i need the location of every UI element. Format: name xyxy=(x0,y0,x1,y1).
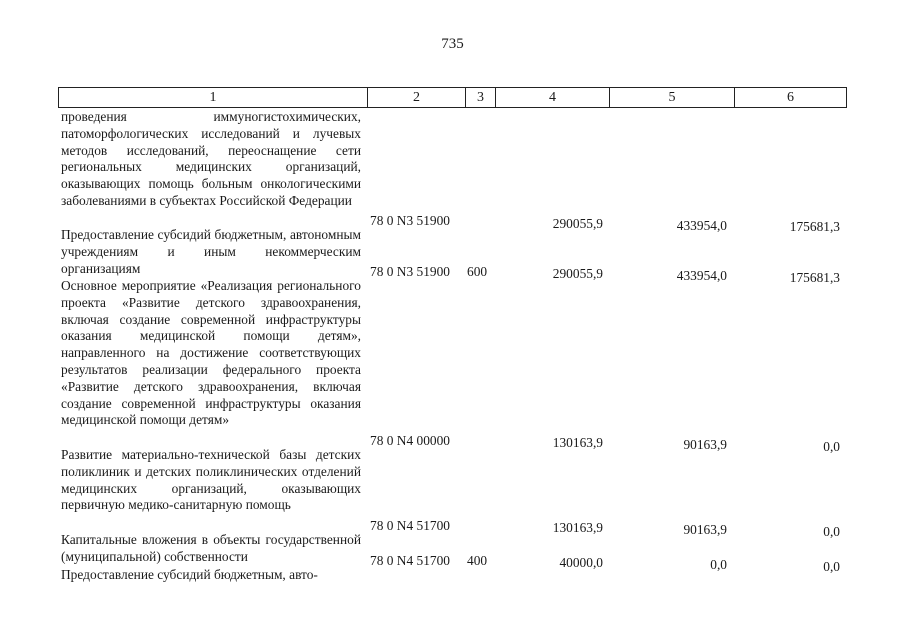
header-col-6: 6 xyxy=(787,90,794,105)
row-5-code: 78 0 N4 51700 xyxy=(370,553,450,568)
row-5-description: Капитальные вложения в объекты государственной (муниципальной) собственности xyxy=(61,532,361,564)
row-6-description: Предоставление субсидий бюджетным, авто- xyxy=(61,567,318,582)
row-2-type: 600 xyxy=(467,264,488,279)
row-2-code: 78 0 N3 51900 xyxy=(370,264,450,279)
row-2-col6: 175681,3 xyxy=(789,270,840,285)
header-col-4: 4 xyxy=(496,88,610,107)
row-5-col6: 0,0 xyxy=(823,559,840,574)
row-1-col6: 175681,3 xyxy=(789,219,840,234)
row-2-description: Предоставление субсидий бюджетным, автономным учреждениям и иным некоммерческим организациям xyxy=(61,227,361,276)
row-3-col5: 90163,9 xyxy=(683,437,727,452)
row-3-col6: 0,0 xyxy=(823,439,840,454)
row-1-col5: 433954,0 xyxy=(676,218,727,233)
row-4-col4: 130163,9 xyxy=(552,520,603,535)
row-3-col4: 130163,9 xyxy=(552,435,603,450)
row-4-code: 78 0 N4 51700 xyxy=(370,518,450,533)
row-3-code: 78 0 N4 00000 xyxy=(370,433,450,448)
row-1-code: 78 0 N3 51900 xyxy=(370,213,450,228)
table-header xyxy=(58,87,847,108)
row-5-col5: 0,0 xyxy=(710,557,727,572)
row-4-description: Развитие материально-технической базы детских поликлиник и детских поликлинических отделений медицинских организаций, оказывающих первичную медико-санитарную помощь xyxy=(61,447,361,513)
row-3-description: Основное мероприятие «Реализация регионального проекта «Развитие детского здравоохранения, включая создание современной инфраструктуры оказания медицинской помощи детям», направленного на достижение соответствующих результатов реализации федерального проекта «Развитие детского здравоохранения, включая создание современной инфраструктуры оказания медицинской помощи детям» xyxy=(61,278,361,428)
row-4-col5: 90163,9 xyxy=(683,522,727,537)
row-1-col4: 290055,9 xyxy=(552,216,603,231)
row-5-col4: 40000,0 xyxy=(559,555,603,570)
header-col-1: 1 xyxy=(59,88,368,107)
page-number: 735 xyxy=(441,36,464,52)
header-col-2: 2 xyxy=(368,88,466,107)
row-2-col5: 433954,0 xyxy=(676,268,727,283)
row-2-col4: 290055,9 xyxy=(552,266,603,281)
row-4-col6: 0,0 xyxy=(823,524,840,539)
header-col-5: 5 xyxy=(610,88,735,107)
header-col-3: 3 xyxy=(466,88,496,107)
row-5-type: 400 xyxy=(467,553,488,568)
row-1-description: проведения иммуногистохимических, патоморфологических исследований и лучевых методов исследований, переоснащение сети региональных медицинских организаций, оказывающих помощь больным онкологическими заболеваниями в субъектах Российской Федерации xyxy=(61,109,361,208)
